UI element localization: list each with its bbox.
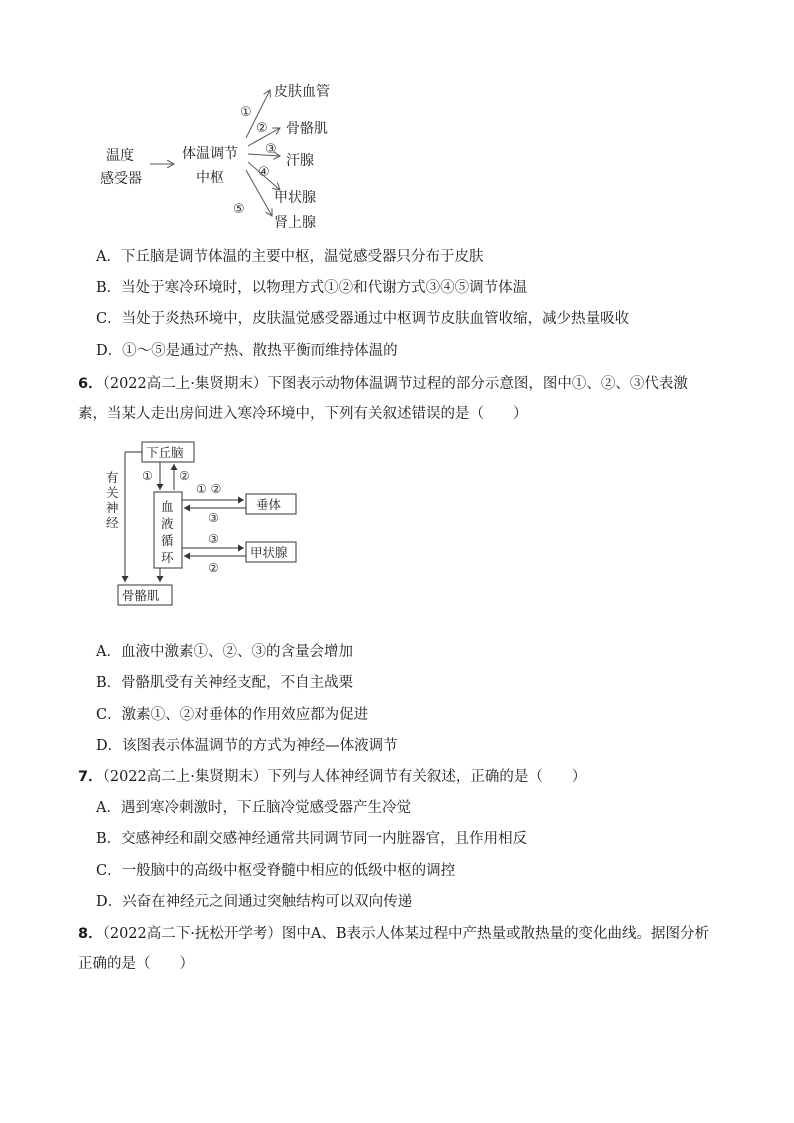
q7-source: （2022高二上·集贤期末） bbox=[102, 769, 268, 785]
q6-option-b: B．骨骼肌受有关神经支配，不自主战栗 bbox=[96, 675, 354, 691]
blood-label-2: 液 bbox=[161, 516, 174, 531]
path-label-4: ④ bbox=[258, 165, 270, 180]
q6-option-a: A．血液中激素①、②、③的含量会增加 bbox=[96, 644, 353, 660]
pituitary-label: 垂体 bbox=[256, 497, 282, 512]
thyroid-label: 甲状腺 bbox=[250, 545, 288, 560]
center-label-line1: 体温调节 bbox=[182, 146, 238, 162]
label-h-to-blood: ① bbox=[142, 469, 153, 483]
q8-source: （2022高二下·抚松开学考） bbox=[102, 926, 282, 942]
nerve-label-2: 关 bbox=[106, 485, 119, 500]
receptor-label-line1: 温度 bbox=[106, 148, 134, 164]
blood-label-1: 血 bbox=[161, 499, 174, 514]
q7-option-d: D．兴奋在神经元之间通过突触结构可以双向传递 bbox=[96, 894, 413, 910]
hypothalamus-label: 下丘脑 bbox=[146, 445, 184, 460]
label-to-thyroid: ③ bbox=[208, 532, 219, 546]
blood-label-4: 环 bbox=[161, 550, 174, 565]
path-label-3: ③ bbox=[265, 142, 277, 157]
target-skeletal-muscle: 骨骼肌 bbox=[286, 121, 328, 137]
target-thyroid: 甲状腺 bbox=[274, 190, 316, 206]
target-adrenal: 肾上腺 bbox=[274, 215, 316, 231]
thermoregulation-pathway-diagram bbox=[90, 76, 360, 236]
blood-label-3: 循 bbox=[161, 533, 174, 548]
q5-option-b: B．当处于寒冷环境时，以物理方式①②和代谢方式③④⑤调节体温 bbox=[96, 280, 528, 296]
q6-option-d: D．该图表示体温调节的方式为神经—体液调节 bbox=[96, 738, 398, 754]
q7-number: 7． bbox=[78, 769, 103, 785]
q6-stem-line2: 素，当某人走出房间进入寒冷环境中，下列有关叙述错误的是（ ） bbox=[78, 406, 528, 422]
target-skin-vessel: 皮肤血管 bbox=[274, 84, 330, 100]
label-from-thyroid: ② bbox=[208, 561, 219, 575]
path-label-2: ② bbox=[256, 121, 268, 136]
q6-stem-line1 bbox=[78, 374, 688, 394]
nerve-label-3: 神 bbox=[106, 500, 119, 515]
center-label-line2: 中枢 bbox=[196, 170, 224, 186]
label-to-pituitary: ① ② bbox=[196, 482, 222, 496]
q6-stem-text1: 下图表示动物体温调节过程的部分示意图，图中①、②、③代表激 bbox=[267, 376, 688, 392]
q6-option-c: C．激素①、②对垂体的作用效应都为促进 bbox=[96, 707, 369, 723]
nerve-label-4: 经 bbox=[106, 515, 119, 530]
q5-option-a: A．下丘脑是调节体温的主要中枢，温觉感受器只分布于皮肤 bbox=[96, 249, 484, 265]
nerve-label-1: 有 bbox=[106, 470, 119, 485]
label-from-pituitary: ③ bbox=[208, 511, 219, 525]
q7-option-a: A．遇到寒冷刺激时，下丘脑冷觉感受器产生冷觉 bbox=[96, 800, 411, 816]
label-blood-to-h: ② bbox=[179, 469, 190, 483]
q6-source: （2022高二上·集贤期末） bbox=[102, 376, 268, 392]
path-label-1: ① bbox=[240, 105, 252, 120]
q8-stem-line1 bbox=[78, 924, 709, 944]
q7-option-c: C．一般脑中的高级中枢受脊髓中相应的低级中枢的调控 bbox=[96, 863, 456, 879]
path-label-5: ⑤ bbox=[233, 202, 245, 217]
q8-stem-line2: 正确的是（ ） bbox=[78, 956, 194, 972]
target-sweat-gland: 汗腺 bbox=[286, 153, 314, 169]
q8-stem-text1: 图中A、B表示人体某过程中产热量或散热量的变化曲线。据图分析 bbox=[281, 926, 709, 942]
skeletal-muscle-label: 骨骼肌 bbox=[122, 588, 160, 603]
q7-stem-text: 下列与人体神经调节有关叙述，正确的是（ ） bbox=[267, 769, 587, 785]
q8-number: 8． bbox=[78, 926, 103, 942]
q5-option-d: D．①～⑤是通过产热、散热平衡而维持体温的 bbox=[96, 343, 398, 359]
q7-stem bbox=[78, 767, 586, 787]
receptor-label-line2: 感受器 bbox=[100, 171, 142, 187]
q5-option-c: C．当处于炎热环境中，皮肤温觉感受器通过中枢调节皮肤血管收缩，减少热量吸收 bbox=[96, 311, 630, 327]
hormone-regulation-diagram bbox=[100, 438, 310, 618]
q6-number: 6． bbox=[78, 376, 103, 392]
q7-option-b: B．交感神经和副交感神经通常共同调节同一内脏器官，且作用相反 bbox=[96, 831, 528, 847]
